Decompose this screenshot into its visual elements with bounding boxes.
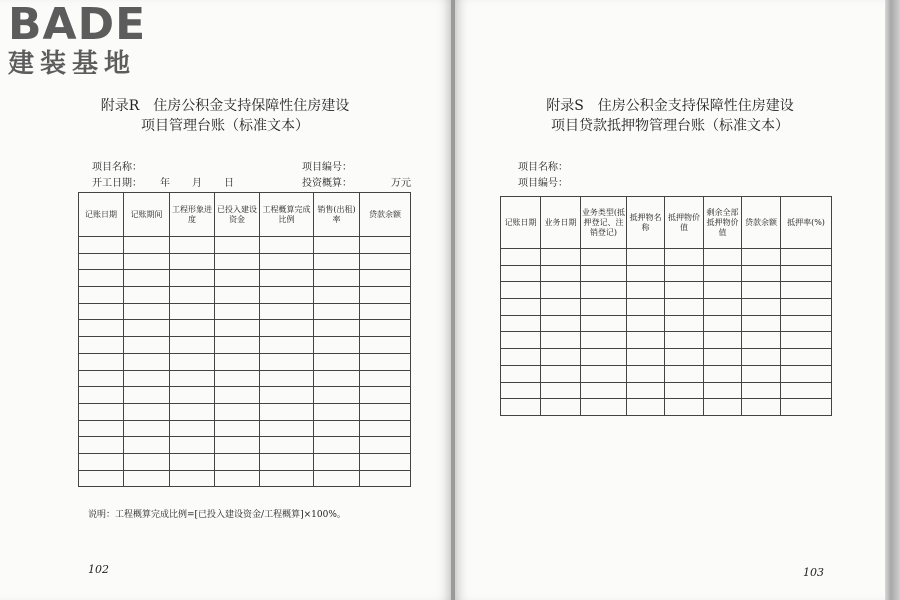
left-title: [40, 96, 410, 136]
table-cell: [704, 282, 742, 299]
table-cell: [124, 437, 170, 454]
table-cell: [541, 265, 581, 282]
table-cell: [79, 253, 124, 270]
table-cell: [260, 387, 314, 404]
table-cell: [581, 382, 627, 399]
table-cell: [314, 403, 360, 420]
table-cell: [627, 249, 665, 266]
table-cell: [627, 332, 665, 349]
table-cell: [215, 370, 260, 387]
table-cell: [260, 253, 314, 270]
table-cell: [360, 320, 411, 337]
table-row: [501, 299, 832, 316]
table-cell: [260, 353, 314, 370]
header-cell: 贷款余额: [360, 193, 411, 237]
table-cell: [360, 403, 411, 420]
table-cell: [541, 365, 581, 382]
table-cell: [124, 453, 170, 470]
table-cell: [501, 365, 541, 382]
watermark-brand: BADE: [8, 0, 147, 50]
table-cell: [314, 453, 360, 470]
table-cell: [260, 453, 314, 470]
project-name-label: 项目名称：: [518, 162, 568, 173]
right-title-line2: 项目贷款抵押物管理台账（标准文本）: [551, 118, 789, 134]
table-row: [501, 282, 832, 299]
table-cell: [170, 253, 215, 270]
table-cell: [501, 265, 541, 282]
table-cell: [314, 437, 360, 454]
table-cell: [627, 265, 665, 282]
table-cell: [314, 270, 360, 287]
table-cell: [581, 249, 627, 266]
table-cell: [79, 353, 124, 370]
table-row: [79, 470, 411, 487]
collateral-ledger-table: [500, 196, 832, 416]
header-cell: 记账日期: [501, 197, 541, 249]
page-number: 102: [88, 563, 109, 576]
table-cell: [581, 349, 627, 366]
table-row: [79, 303, 411, 320]
table-row: [79, 253, 411, 270]
table-cell: [704, 365, 742, 382]
table-cell: [79, 403, 124, 420]
table-cell: [665, 349, 704, 366]
right-title: [485, 96, 855, 136]
table-cell: [170, 287, 215, 304]
project-number-label: 项目编号：: [518, 178, 568, 189]
table-cell: [581, 332, 627, 349]
page-edge: [885, 0, 900, 600]
header-cell: 记账日期: [79, 193, 124, 237]
header-cell: 抵押物价值: [665, 197, 704, 249]
table-cell: [79, 370, 124, 387]
table-cell: [260, 337, 314, 354]
table-cell: [501, 315, 541, 332]
table-cell: [170, 420, 215, 437]
table-cell: [781, 265, 832, 282]
header-cell: 工程概算完成比例: [260, 193, 314, 237]
table-row: [79, 337, 411, 354]
year-label: 年: [160, 178, 170, 189]
table-cell: [541, 382, 581, 399]
table-cell: [215, 270, 260, 287]
table-cell: [215, 287, 260, 304]
table-row: [501, 249, 832, 266]
day-label: 日: [224, 178, 234, 189]
table-cell: [124, 253, 170, 270]
table-row: [501, 349, 832, 366]
table-cell: [79, 303, 124, 320]
table-cell: [665, 299, 704, 316]
table-cell: [360, 453, 411, 470]
table-cell: [665, 249, 704, 266]
table-cell: [215, 420, 260, 437]
table-row: [501, 365, 832, 382]
table-cell: [314, 237, 360, 254]
table-cell: [79, 337, 124, 354]
table-cell: [314, 253, 360, 270]
table-cell: [742, 265, 781, 282]
table-row: [79, 420, 411, 437]
left-title-line2: 项目管理台账（标准文本）: [141, 118, 309, 134]
table-cell: [581, 315, 627, 332]
table-row: [79, 287, 411, 304]
table-cell: [124, 403, 170, 420]
table-cell: [215, 303, 260, 320]
table-cell: [781, 399, 832, 416]
table-cell: [501, 299, 541, 316]
table-cell: [314, 320, 360, 337]
table-cell: [627, 315, 665, 332]
table-cell: [79, 453, 124, 470]
table-row: [501, 399, 832, 416]
table-cell: [665, 282, 704, 299]
header-cell: 抵押物名称: [627, 197, 665, 249]
header-cell: 销售(出租)率: [314, 193, 360, 237]
table-cell: [704, 332, 742, 349]
table-cell: [360, 370, 411, 387]
table-cell: [260, 403, 314, 420]
table-cell: [260, 470, 314, 487]
table-cell: [581, 282, 627, 299]
table-row: [501, 382, 832, 399]
table-cell: [665, 365, 704, 382]
table-row: [79, 353, 411, 370]
table-row: [79, 270, 411, 287]
table-cell: [541, 399, 581, 416]
header-cell: 工程形象进度: [170, 193, 215, 237]
table-cell: [541, 299, 581, 316]
table-cell: [581, 399, 627, 416]
table-cell: [260, 420, 314, 437]
table-cell: [124, 470, 170, 487]
table-cell: [215, 253, 260, 270]
table-cell: [781, 349, 832, 366]
table-cell: [704, 299, 742, 316]
table-cell: [314, 337, 360, 354]
table-cell: [124, 387, 170, 404]
table-cell: [501, 382, 541, 399]
table-cell: [314, 420, 360, 437]
table-cell: [170, 270, 215, 287]
table-cell: [627, 399, 665, 416]
table-cell: [360, 270, 411, 287]
table-cell: [260, 370, 314, 387]
table-cell: [781, 249, 832, 266]
right-meta: [455, 160, 885, 194]
table-row: [79, 387, 411, 404]
investment-estimate-label: 投资概算：: [302, 178, 352, 189]
table-cell: [215, 437, 260, 454]
table-cell: [79, 237, 124, 254]
table-cell: [742, 349, 781, 366]
formula-note: 说明：工程概算完成比例=[已投入建设资金/工程概算]×100%。: [88, 510, 346, 520]
table-cell: [627, 382, 665, 399]
table-cell: [79, 287, 124, 304]
table-cell: [260, 270, 314, 287]
table-cell: [314, 303, 360, 320]
table-cell: [665, 265, 704, 282]
project-number-label: 项目编号：: [302, 162, 352, 173]
table-cell: [79, 437, 124, 454]
table-cell: [124, 420, 170, 437]
table-cell: [541, 282, 581, 299]
table-cell: [581, 265, 627, 282]
table-cell: [704, 315, 742, 332]
table-cell: [742, 332, 781, 349]
table-cell: [215, 387, 260, 404]
table-row: [79, 320, 411, 337]
table-cell: [665, 332, 704, 349]
table-cell: [124, 320, 170, 337]
table-cell: [742, 249, 781, 266]
header-cell: 业务类型(抵押登记、注销登记): [581, 197, 627, 249]
table-cell: [124, 303, 170, 320]
table-row: [501, 332, 832, 349]
table-cell: [704, 382, 742, 399]
table-cell: [704, 249, 742, 266]
table-cell: [170, 403, 215, 420]
table-cell: [781, 365, 832, 382]
table-cell: [781, 299, 832, 316]
table-cell: [215, 453, 260, 470]
table-cell: [215, 337, 260, 354]
table-cell: [781, 382, 832, 399]
table-cell: [581, 365, 627, 382]
table-cell: [360, 303, 411, 320]
table-cell: [79, 420, 124, 437]
table-cell: [627, 299, 665, 316]
table-cell: [704, 265, 742, 282]
table-cell: [215, 353, 260, 370]
header-cell: 剩余全部抵押物价值: [704, 197, 742, 249]
table-cell: [260, 320, 314, 337]
table-cell: [665, 382, 704, 399]
month-label: 月: [192, 178, 202, 189]
table-row: [501, 315, 832, 332]
table-cell: [360, 337, 411, 354]
table-cell: [360, 253, 411, 270]
table-row: [79, 237, 411, 254]
table-cell: [314, 387, 360, 404]
unit-label: 万元: [391, 178, 411, 189]
table-cell: [124, 370, 170, 387]
table-cell: [665, 399, 704, 416]
table-cell: [627, 282, 665, 299]
table-cell: [360, 470, 411, 487]
table-cell: [79, 470, 124, 487]
table-cell: [501, 349, 541, 366]
table-row: [501, 265, 832, 282]
table-cell: [501, 399, 541, 416]
table-body: [79, 237, 411, 487]
table-cell: [79, 270, 124, 287]
table-cell: [260, 437, 314, 454]
table-cell: [170, 387, 215, 404]
table-row: [79, 403, 411, 420]
table-cell: [742, 315, 781, 332]
table-cell: [501, 332, 541, 349]
table-cell: [742, 299, 781, 316]
table-cell: [124, 237, 170, 254]
table-cell: [665, 315, 704, 332]
table-cell: [170, 370, 215, 387]
table-row: [79, 453, 411, 470]
table-cell: [541, 315, 581, 332]
table-cell: [781, 332, 832, 349]
table-cell: [360, 437, 411, 454]
right-page: [455, 0, 885, 600]
table-cell: [742, 382, 781, 399]
table-cell: [215, 403, 260, 420]
table-cell: [627, 365, 665, 382]
table-cell: [501, 249, 541, 266]
table-cell: [742, 365, 781, 382]
table-cell: [124, 287, 170, 304]
table-cell: [360, 420, 411, 437]
left-meta: [0, 160, 451, 194]
table-cell: [360, 353, 411, 370]
table-cell: [170, 453, 215, 470]
table-cell: [742, 282, 781, 299]
table-cell: [215, 237, 260, 254]
project-ledger-table: [78, 192, 411, 487]
table-cell: [360, 387, 411, 404]
header-cell: 贷款余额: [742, 197, 781, 249]
table-cell: [79, 387, 124, 404]
table-cell: [170, 337, 215, 354]
table-cell: [215, 320, 260, 337]
header-cell: 业务日期: [541, 197, 581, 249]
start-date-label: 开工日期：: [92, 178, 142, 189]
table-cell: [581, 299, 627, 316]
page-number: 103: [803, 566, 824, 579]
table-cell: [704, 349, 742, 366]
table-row: [79, 437, 411, 454]
header-cell: 记账期间: [124, 193, 170, 237]
project-name-label: 项目名称：: [92, 162, 142, 173]
table-cell: [742, 399, 781, 416]
table-cell: [170, 470, 215, 487]
left-title-line1: 附录R 住房公积金支持保障性住房建设: [100, 98, 350, 114]
table-cell: [704, 399, 742, 416]
table-row: [79, 370, 411, 387]
table-cell: [781, 315, 832, 332]
table-cell: [541, 349, 581, 366]
table-cell: [360, 237, 411, 254]
table-cell: [541, 249, 581, 266]
header-cell: 已投入建设资金: [215, 193, 260, 237]
table-cell: [124, 270, 170, 287]
right-title-line1: 附录S 住房公积金支持保障性住房建设: [546, 98, 794, 114]
table-cell: [124, 353, 170, 370]
table-cell: [170, 353, 215, 370]
table-cell: [170, 320, 215, 337]
table-cell: [170, 237, 215, 254]
table-cell: [170, 437, 215, 454]
header-cell: 抵押率(%): [781, 197, 832, 249]
table-cell: [627, 349, 665, 366]
table-cell: [215, 470, 260, 487]
table-cell: [781, 282, 832, 299]
table-cell: [314, 287, 360, 304]
table-cell: [79, 320, 124, 337]
table-cell: [124, 337, 170, 354]
table-cell: [314, 353, 360, 370]
table-cell: [260, 237, 314, 254]
table-cell: [260, 287, 314, 304]
table-cell: [541, 332, 581, 349]
table-cell: [260, 303, 314, 320]
table-body: [501, 249, 832, 416]
table-cell: [314, 470, 360, 487]
table-cell: [501, 282, 541, 299]
watermark-subtitle: 建装基地: [8, 49, 137, 79]
table-cell: [170, 303, 215, 320]
table-cell: [314, 370, 360, 387]
table-cell: [360, 287, 411, 304]
watermark-logo: [8, 2, 146, 80]
